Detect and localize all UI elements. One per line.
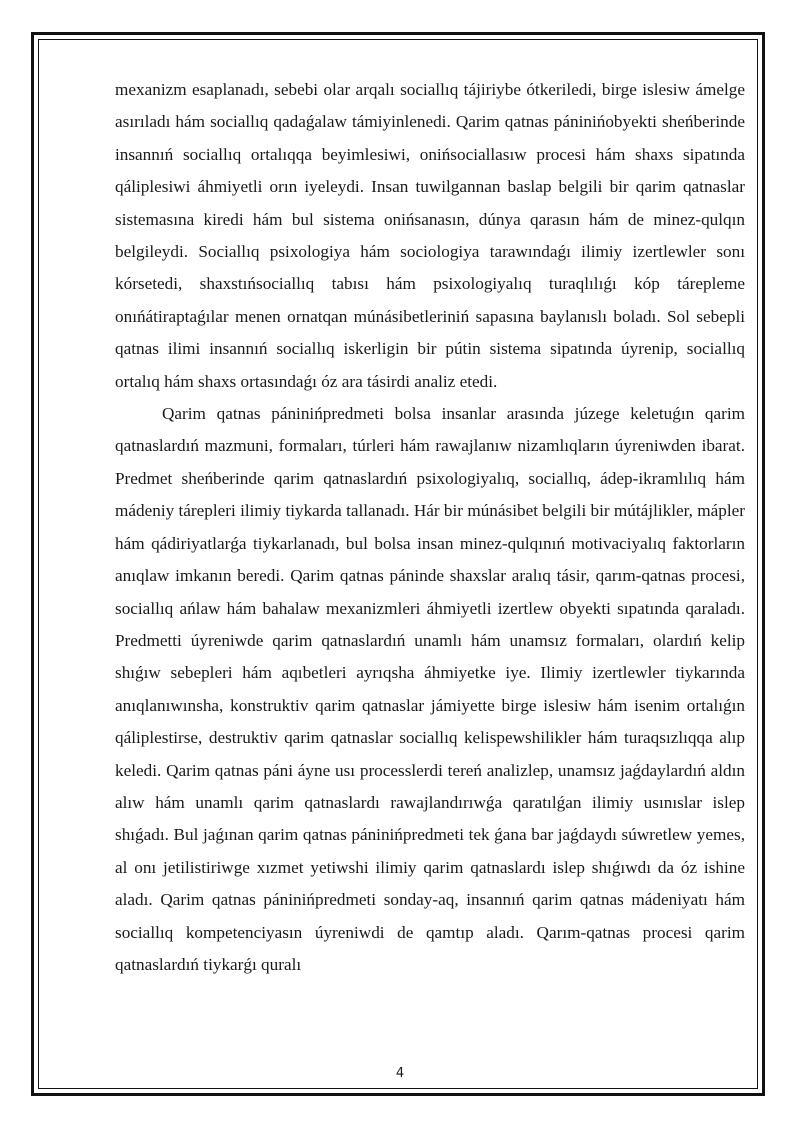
paragraph-2: Qarim qatnas páninińpredmeti bolsa insanlar arasında júzege keletuǵın qarim qatnaslardıń mazmuni, formaları, túrleri hám rawajlanıw nizamlıqların úyreniwden ibarat. Predmet sheńberinde qarim qatnaslardıń psixologiyalıq, sociallıq, ádep-ikramlılıq hám mádeniy tárepleri ilimiy tiykarda tallanadı. Hár bir múnásibet belgili bir mútájlikler, mápler hám qádiriyatlarǵa tiykarlanadı, bul bolsa insan minez-qulqınıń motivaciyalıq faktorların anıqlaw imkanın beredi. Qarim qatnas páninde shaxslar aralıq tásir, qarım-qatnas procesi, sociallıq ańlaw hám bahalaw mexanizmleri áhmiyetli izertlew obyekti sıpatında qaraladı. Predmetti úyreniwde qarim qatnaslardıń unamlı hám unamsız formaları, olardıń kelip shıǵıw sebepleri hám aqıbetleri ayrıqsha áhmiyetke iye. Ilimiy izertlewler tiykarında anıqlanıwınsha, konstruktiv qarim qatnaslar jámiyette birge islesiw hám isenim ortalıǵın qáliplestirse, destruktiv qarim qatnaslar sociallıq kelispewshilikler hám turaqsızlıqqa alıp keledi. Qarim qatnas páni áyne usı processlerdi tereń analizlep, unamsız jaǵdaylardıń aldın alıw hám unamlı qarim qatnaslardı rawajlandırıwǵa qaratılǵan ilimiy usınıslar islep shıǵadı. Bul jaǵınan qarim qatnas páninińpredmeti tek ǵana bar jaǵdaydı súwretlew yemes, al onı jetilistiriwge xızmet yetiwshi ilimiy qarim qatnaslardı islep shıǵıwdı da óz ishine aladı. Qarim qatnas páninińpredmeti sonday-aq, insannıń qarim qatnas mádeniyatı hám sociallıq kompetenciyasın úyreniwdi de qamtıp aladı. Qarım-qatnas procesi qarim qatnaslardıń tiykarǵı quralı	[115, 404, 745, 974]
document-body	[115, 74, 745, 981]
page-number: 4	[395, 1066, 405, 1081]
paragraph-1: mexanizm esaplanadı, sebebi olar arqalı sociallıq tájiriybe ótkeriledi, birge islesiw ámelge asırıladı hám sociallıq qadaǵalaw támiyinlenedi. Qarim qatnas páninińobyekti sheńberinde insannıń sociallıq ortalıqqa beyimlesiwi, onińsociallasıw procesi hám shaxs sipatında qáliplesiwi áhmiyetli orın iyeleydi. Insan tuwilgannan baslap belgili bir qarim qatnaslar sistemasına kiredi hám bul sistema onińsanasın, dúnya qarasın hám de minez-qulqın belgileydi. Sociallıq psixologiya hám sociologiya tarawındaǵı ilimiy izertlewler sonı kórsetedi, shaxstıńsociallıq tabısı hám psixologiyalıq turaqlılıǵı kóp tárepleme onıńátiraptaǵılar menen ornatqan múnásibetleriniń sapasına baylanıslı boladı. Sol sebepli qatnas ilimi insannıń sociallıq iskerligin bir pútin sistema sipatında úyrenip, sociallıq ortalıq hám shaxs ortasındaǵı óz ara tásirdi analiz etedi.	[115, 80, 745, 391]
